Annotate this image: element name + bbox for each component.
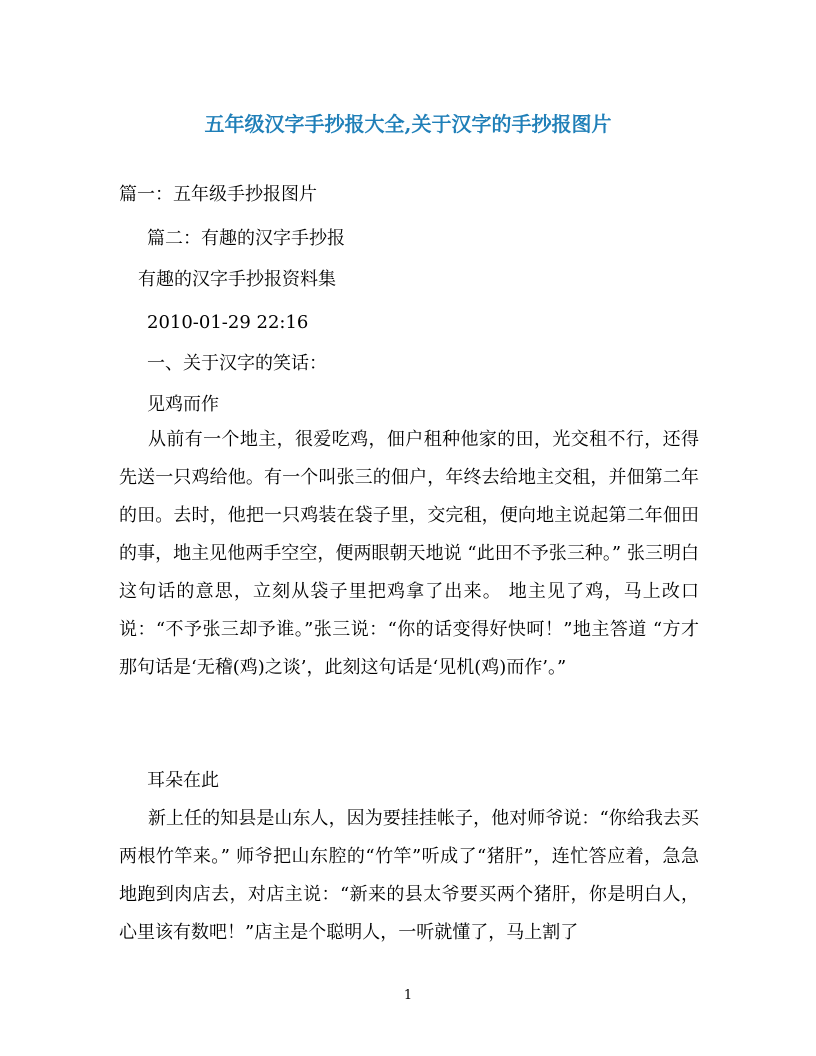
collection-title: 有趣的汉字手抄报资料集: [138, 269, 336, 290]
post-date: 2010-01-29 22:16: [147, 312, 309, 333]
section2-heading: 篇二：有趣的汉字手抄报: [147, 228, 345, 249]
story1-body: 从前有一个地主，很爱吃鸡，佃户租种他家的田，光交租不行，还得先送一只鸡给他。有一个叫张三的佃户，年终去给地主交租，并佃第二年的田。去时，他把一只鸡装在袋子里，交完租，便向地主说起第二年佃田的事，地主见他两手空空，便两眼朝天地说 “此田不予张三种。” 张三明白这句话的意思，立刻从袋子里把鸡拿了出来。 地主见了鸡，马上改口说：“不予张三却予谁。”张三说：“你的话变得好快呵！”地主答道 “方才那句话是‘无稽(鸡)之谈’，此刻这句话是‘见机(鸡)而作’。”: [119, 429, 699, 678]
section1-heading: 篇一：五年级手抄报图片: [119, 184, 317, 205]
story2-title: 耳朵在此: [147, 770, 219, 791]
story2-body: 新上任的知县是山东人，因为要挂挂帐子，他对师爷说：“你给我去买两根竹竿来。” 师爷把山东腔的“竹竿”听成了“猪肝”，连忙答应着，急急地跑到肉店去，对店主说：“新来的县太爷要买两个猪肝，你是明白人，心里该有数吧！”店主是个聪明人，一听就懂了，马上割了: [119, 808, 699, 943]
story1-title: 见鸡而作: [147, 394, 219, 415]
jokes-heading: 一、关于汉字的笑话：: [147, 353, 327, 374]
page-number: 1: [403, 988, 413, 1003]
document-title: 五年级汉字手抄报大全,关于汉字的手抄报图片: [204, 112, 612, 136]
